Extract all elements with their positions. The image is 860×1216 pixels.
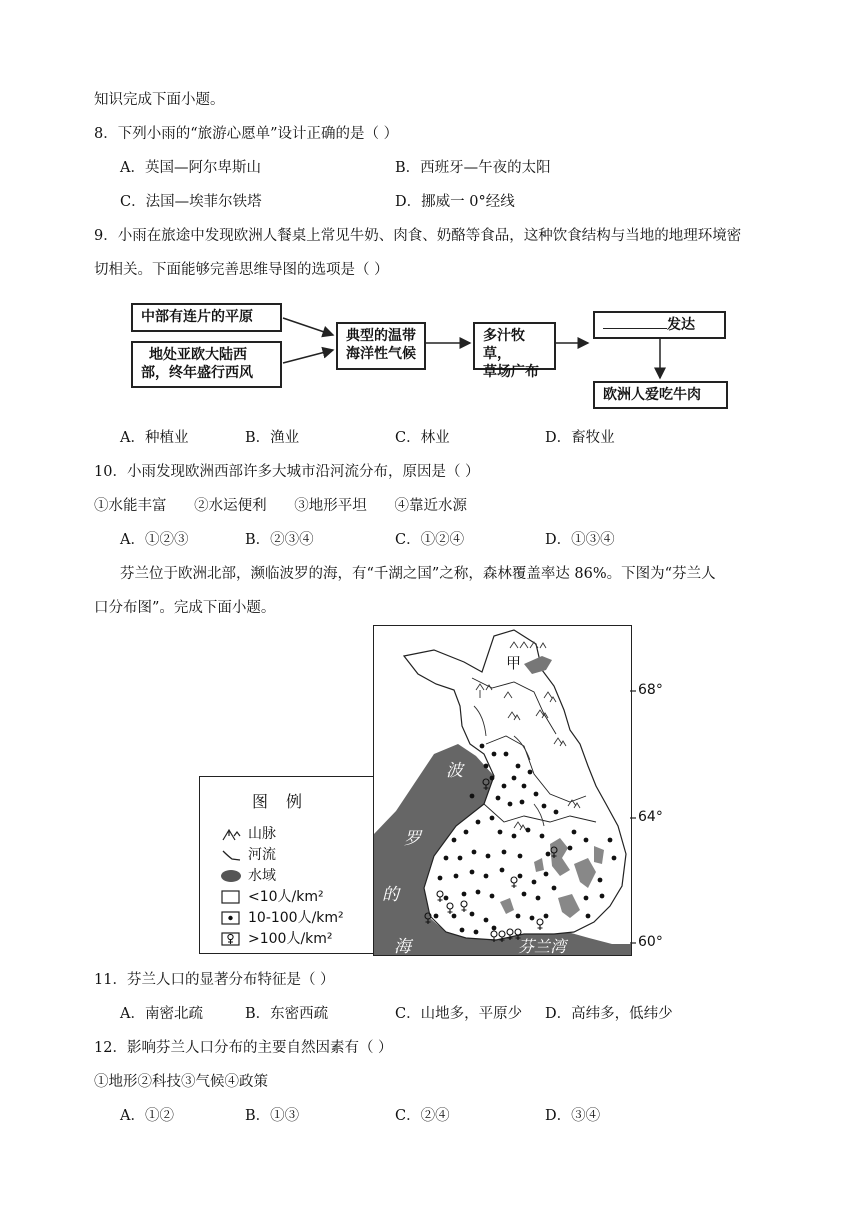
lat-label-68: 68° [638, 682, 663, 698]
label-bo: 波 [446, 761, 463, 781]
legend-density-high-label: >100人/km² [248, 931, 333, 947]
lat-label-64: 64° [638, 809, 663, 825]
q10-option-d[interactable]: D．①③④ [545, 532, 615, 548]
q12-option-a[interactable]: A．①② [120, 1108, 174, 1124]
diagram-box-pasture-line1: 多汁牧草， [483, 328, 525, 362]
legend-water [220, 867, 276, 885]
label-jia: 甲 [506, 654, 522, 672]
q10-option-a[interactable]: A．①②③ [120, 532, 189, 548]
mind-map-arrows [0, 0, 860, 420]
label-de: 的 [382, 885, 399, 905]
diagram-box-westerlies-line1: 地处亚欧大陆西 [149, 347, 247, 363]
q11-option-c[interactable]: C．山地多，平原少 [395, 1006, 523, 1022]
latitude-ticks [630, 625, 642, 956]
label-luo: 罗 [404, 829, 421, 849]
q9-option-b[interactable]: B．渔业 [245, 430, 300, 446]
q8-option-c[interactable]: C．法国—埃菲尔铁塔 [120, 194, 262, 210]
mountain-icon [220, 826, 242, 842]
legend-river-label: 河流 [248, 847, 276, 863]
finland-intro-line1: 芬兰位于欧洲北部，濒临波罗的海，有“千湖之国”之称，森林覆盖率达 86%。下图为“芬兰人 [120, 566, 716, 582]
q9-option-d[interactable]: D．畜牧业 [545, 430, 615, 446]
diagram-box-climate-line1: 典型的温带 [346, 328, 416, 344]
question-10-items: ①水能丰富 ②水运便利 ③地形平坦 ④靠近水源 [94, 498, 467, 514]
legend-density-low [220, 888, 324, 906]
legend-density-mid-label: 10-100人/km² [248, 910, 344, 926]
legend-river [220, 846, 276, 864]
lat-label-60: 60° [638, 934, 663, 950]
q12-option-d[interactable]: D．③④ [545, 1108, 601, 1124]
diagram-box-pasture [473, 322, 556, 380]
q9-option-a[interactable]: A．种植业 [120, 430, 189, 446]
question-9-stem-line2: 切相关。下面能够完善思维导图的选项是（ ） [94, 262, 389, 278]
finland-population-map [373, 625, 632, 956]
finland-intro-line2: 口分布图”。完成下面小题。 [94, 600, 276, 616]
q12-option-c[interactable]: C．②④ [395, 1108, 450, 1124]
intro-text: 知识完成下面小题。 [94, 92, 225, 108]
question-12-stem: 12．影响芬兰人口分布的主要自然因素有（ ） [94, 1040, 393, 1056]
empty-square-icon [220, 889, 242, 905]
q10-option-b[interactable]: B．②③④ [245, 532, 314, 548]
q11-option-b[interactable]: B．东密西疏 [245, 1006, 329, 1022]
diagram-box-blank-text: 发达 [667, 317, 695, 333]
answer-blank [603, 316, 667, 329]
diagram-box-climate [336, 322, 426, 370]
label-hai: 海 [394, 937, 411, 956]
legend-water-label: 水域 [248, 868, 276, 884]
q11-option-d[interactable]: D．高纬多，低纬少 [545, 1006, 673, 1022]
legend-mountain-label: 山脉 [248, 826, 276, 842]
dot-square-icon [220, 910, 242, 926]
question-12-items: ①地形②科技③气候④政策 [94, 1074, 268, 1090]
legend-density-high [220, 930, 333, 948]
q12-option-b[interactable]: B．①③ [245, 1108, 300, 1124]
diagram-box-plain: 中部有连片的平原 [131, 303, 282, 332]
diagram-box-pasture-line2: 草场广布 [483, 364, 539, 380]
q11-option-a[interactable]: A．南密北疏 [120, 1006, 203, 1022]
legend-mountain [220, 825, 276, 843]
map-graphic [374, 626, 632, 956]
city-square-icon [220, 931, 242, 947]
legend-density-mid [220, 909, 344, 927]
diagram-box-blank [593, 311, 726, 339]
diagram-box-westerlies-line2: 部，终年盛行西风 [141, 365, 253, 381]
q8-option-b[interactable]: B．西班牙—午夜的太阳 [395, 160, 551, 176]
river-icon [220, 847, 242, 863]
diagram-box-beef: 欧洲人爱吃牛肉 [593, 381, 728, 409]
map-legend [199, 776, 374, 954]
diagram-box-westerlies [131, 341, 282, 388]
question-11-stem: 11．芬兰人口的显著分布特征是（ ） [94, 972, 335, 988]
label-gulf-of-finland: 芬兰湾 [518, 937, 567, 956]
q8-option-d[interactable]: D．挪威一 0°经线 [395, 194, 515, 210]
question-10-stem: 10．小雨发现欧洲西部许多大城市沿河流分布，原因是（ ） [94, 464, 480, 480]
diagram-box-climate-line2: 海洋性气候 [346, 346, 416, 362]
q10-option-c[interactable]: C．①②④ [395, 532, 465, 548]
water-icon [220, 868, 242, 884]
q8-option-a[interactable]: A．英国—阿尔卑斯山 [120, 160, 261, 176]
question-9-stem-line1: 9．小雨在旅途中发现欧洲人餐桌上常见牛奶、肉食、奶酪等食品，这种饮食结构与当地的地理环境密 [94, 228, 742, 244]
q9-option-c[interactable]: C．林业 [395, 430, 450, 446]
question-8-stem: 8．下列小雨的“旅游心愿单”设计正确的是（ ） [94, 126, 399, 142]
legend-title: 图例 [252, 792, 321, 811]
legend-density-low-label: <10人/km² [248, 889, 324, 905]
